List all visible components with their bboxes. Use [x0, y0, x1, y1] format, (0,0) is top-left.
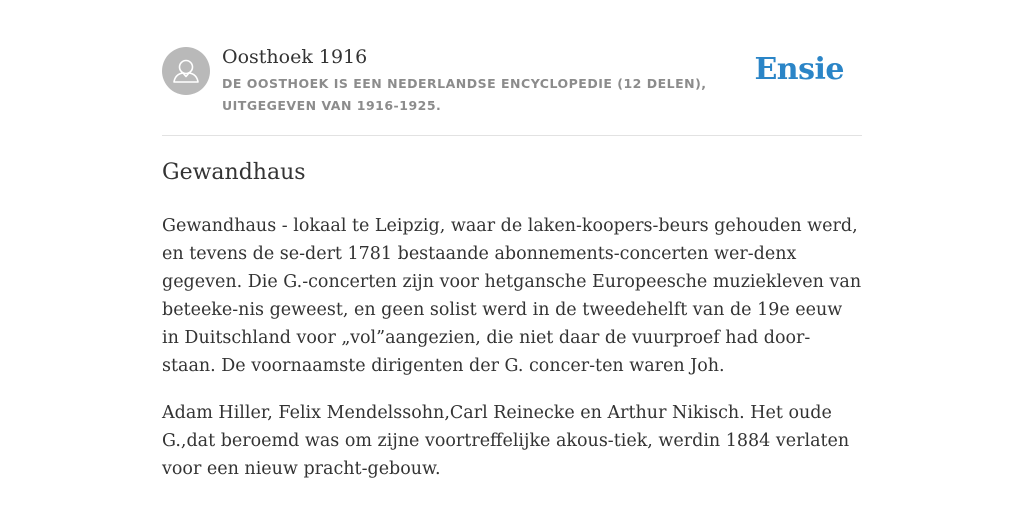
user-silhouette-icon — [162, 47, 210, 95]
source-header — [162, 0, 862, 136]
entry-body — [162, 212, 862, 502]
source-description: DE OOSTHOEK IS EEN NEDERLANDSE ENCYCLOPEDIE (12 DELEN), UITGEGEVEN VAN 1916-1925. — [222, 76, 707, 113]
entry-paragraph: Gewandhaus - lokaal te Leipzig, waar de laken-koopers-beurs gehouden werd, en tevens de se-dert 1781 bestaande abonnements-concerten wer-denx gegeven. Die G.-concerten zijn voor hetgansche Europeesche muziekleven van beteeke-nis geweest, en geen solist werd in de tweedehelft van de 19e eeuw in Duitschland voor „vol”aangezien, die niet daar de vuurproef had door-staan. De voornaamste dirigenten der G. concer-ten waren Joh. — [162, 216, 862, 376]
ensie-logo[interactable]: Ensie — [754, 52, 844, 87]
source-avatar[interactable] — [162, 47, 210, 95]
entry-title: Gewandhaus — [162, 160, 306, 185]
entry-paragraph: Adam Hiller, Felix Mendelssohn,Carl Reinecke en Arthur Nikisch. Het oude G.,dat beroemd was om zijne voortreffelijke akous-tiek, werdin 1884 verlaten voor een nieuw pracht-gebouw. — [162, 403, 850, 479]
source-title[interactable]: Oosthoek 1916 — [222, 46, 368, 68]
page-content — [162, 0, 862, 479]
